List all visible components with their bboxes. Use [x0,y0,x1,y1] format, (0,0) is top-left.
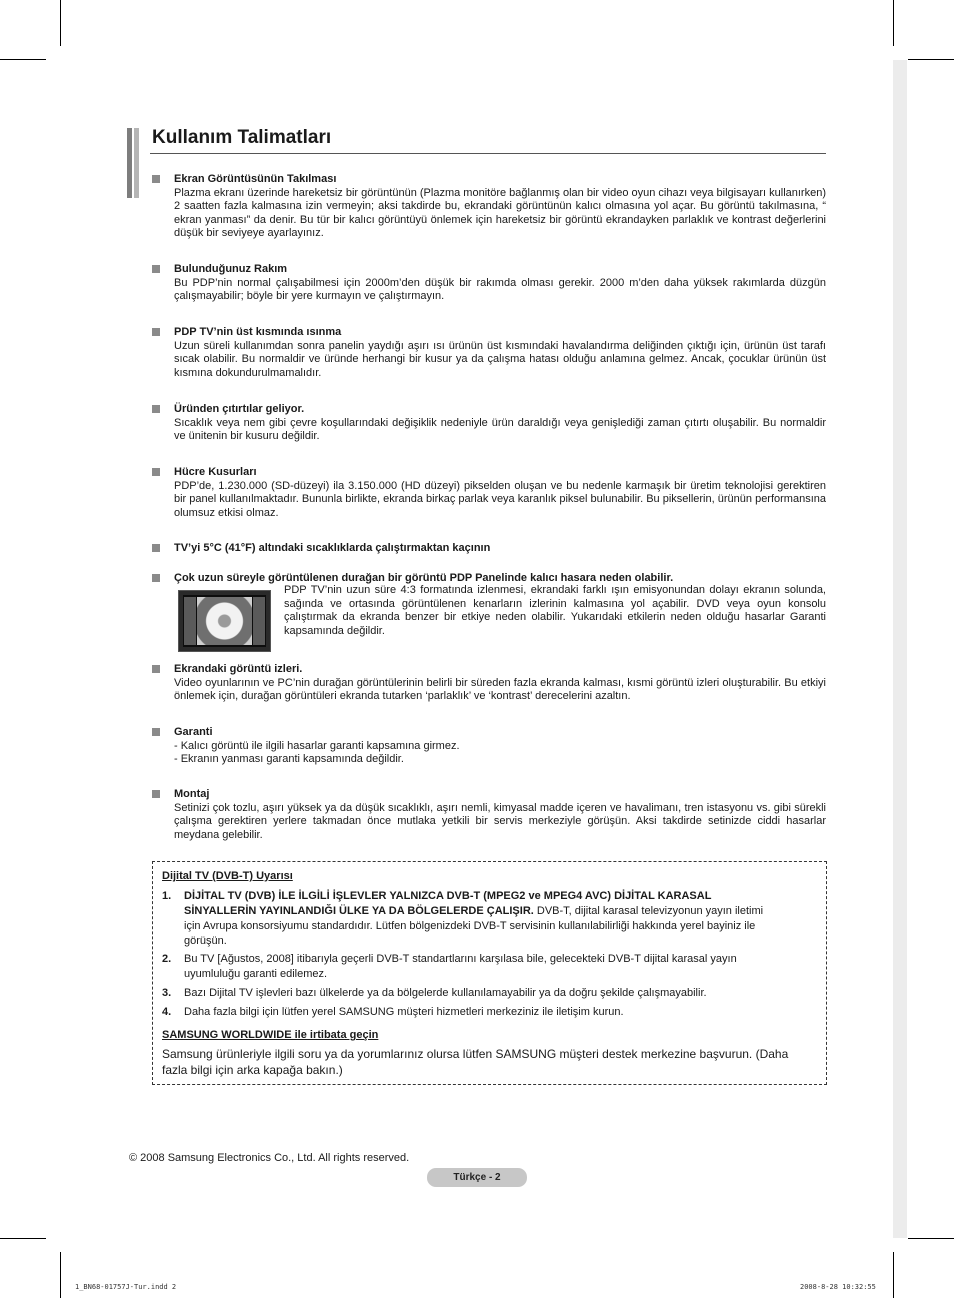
section-title: Üründen çıtırtılar geliyor. [174,403,305,415]
item-number: 4. [162,1006,172,1018]
crop-mark [893,1252,894,1298]
section-altitude [152,263,826,304]
square-bullet-icon [152,175,160,183]
section-image-retention [152,663,826,704]
print-datetime-label: 2008-8-28 10:32:55 [800,1283,876,1291]
crop-mark [908,59,954,60]
section-body: Uzun süreli kullanımdan sonra panelin yaydığı aşırı ısı ürünün üst kısmındaki havalandırma deliğinden çıktığı için, ürünün üst tarafı sıcak olabilir. Bu normaldir ve üründe herhangi bir kusur ya da çalışma hatası olduğu anlamına gelmez. Ancak, çocuklar ürünün üst kısmına dokundurulmamalıdır. [174,339,826,379]
margin-strip [893,60,907,1238]
title-divider [150,153,826,154]
square-bullet-icon [152,544,160,552]
item-text: Bazı Dijital TV işlevleri bazı ülkelerde ya da bölgelerde kullanılamayabilir ya da doğru şekilde çalışmayabilir. [184,987,707,999]
copyright-text: © 2008 Samsung Electronics Co., Ltd. All rights reserved. [129,1152,410,1164]
flower-picture [197,597,252,645]
dvbt-item [162,1005,772,1020]
square-bullet-icon [152,728,160,736]
square-bullet-icon [152,468,160,476]
crop-mark [0,1238,46,1239]
item-text: DVB-T, dijital karasal televizyonun yayın iletimi için Avrupa konsorsiyumu standardıdır. Lütfen bölgenizdeki DVB-T servisinin kullanılabilirliği hakkında yerel bayiniz ile görüşün. [184,905,764,947]
tv-screen-image [178,590,271,652]
warranty-line: - Kalıcı görüntü ile ilgili hasarlar garanti kapsamına girmez. [174,739,460,752]
section-body: Bu PDP’nin normal çalışabilmesi için 2000m’den düşük bir rakımda olması gerekir. 2000 m’den daha yüksek rakımlarda düzgün çalışmayabilir; böyle bir yere kurmayın ve çalıştırmayın. [174,276,826,302]
title-accent-bar [134,128,139,198]
section-title: TV’yi 5°C (41°F) altındaki sıcaklıklarda çalıştırmaktan kaçının [174,542,491,554]
item-text: Daha fazla bilgi için lütfen yerel SAMSUNG müşteri hizmetleri merkeziniz ile iletişim kurun. [184,1006,624,1018]
crop-mark [0,59,46,60]
square-bullet-icon [152,665,160,673]
dvbt-warning-box [152,861,827,1085]
dvbt-item [162,889,772,949]
section-title: PDP TV’nin üst kısmında ısınma [174,326,342,338]
section-top-heat [152,326,826,380]
section-cracking-noise [152,403,826,444]
section-low-temperature [152,542,826,556]
section-title: Bulunduğunuz Rakım [174,263,288,275]
section-title: Ekrandaki görüntü izleri. [174,663,303,675]
item-number: 1. [162,890,172,902]
square-bullet-icon [152,790,160,798]
section-title: Garanti [174,726,213,738]
print-file-label: 1_BN68-01757J-Tur.indd 2 [75,1283,177,1291]
section-body: Setinizi çok tozlu, aşırı yüksek ya da düşük sıcaklıklı, aşırı nemli, kimyasal madde içeren ve havalimanı, tren istasyonu vs. gibi sürekli çalışma gerektiren yerlere takmadan önce mutlaka yetkili bir servis merkeziyle görüşün. Aksi takdirde setinizde ciddi hasarlar meydana gelebilir. [174,801,826,841]
section-warranty [152,726,826,767]
section-title: Montaj [174,788,210,800]
section-body: PDP’de, 1.230.000 (SD-düzeyi) ila 3.150.000 (HD düzeyi) pikselden oluşan ve bu nedenle karmaşık bir üretim teknolojisi gerektiren bir panel kullanılmaktadır. Bununla birlikte, ekranda birkaç parlak veya karanlık piksel bulunabilir. Bu piksellerin, ürünün performansına olumsuz etkisi olmaz. [174,479,826,519]
section-title: Çok uzun süreyle görüntülenen durağan bir görüntü PDP Panelinde kalıcı hasara neden olabilir. [174,572,674,584]
section-body: Sıcaklık veya nem gibi çevre koşullarındaki değişiklik nedeniyle ürün daraldığı veya genişlediği zaman çıtırtı oluşabilir. Bu normaldir ve ünitenin bir kusuru değildir. [174,416,826,442]
section-body: Plazma ekranı üzerinde hareketsiz bir görüntünün (Plazma monitöre bağlanmış olan bir video oyun cihazı veya bilgisayarı kullanırken) 2 saatten fazla kalmasına izin vermeyin; aksi takdirde bu, ekrandaki görüntünün kalıcı olmasına yol açar. Bu görüntü takılmasına, “ ekran yanması” da denir. Bu tür bir kalıcı görüntüyü önlemek için hareketsiz bir görüntü ekrandayken parlaklık ve kontrast değerlerini düşük bir seviyeye ayarlayınız. [174,186,826,239]
title-accent-bar [127,128,132,198]
section-installation [152,788,826,842]
dvbt-item [162,952,772,982]
warranty-line: - Ekranın yanması garanti kapsamında değildir. [174,753,404,765]
item-number: 3. [162,987,172,999]
crop-mark [60,1252,61,1298]
square-bullet-icon [152,328,160,336]
crop-mark [60,0,61,46]
square-bullet-icon [152,405,160,413]
section-title: Ekran Görüntüsünün Takılması [174,173,337,185]
item-bold-text: DİJİTAL TV (DVB) İLE İLGİLİ İŞLEVLER YALNIZCA DVB-T (MPEG2 ve MPEG4 AVC) DİJİTAL KARASAL SİNYALLERİN YAYINLANDIĞI ÜLKE YA DA BÖLGELERDE ÇALIŞIR. [184,890,712,917]
section-body: PDP TV’nin uzun süre 4:3 formatında izlenmesi, ekrandaki farklı ışın emisyonundan dolayı ekranın solunda, sağında ve ortasında görüntülenen kenarların izlerinin kalmasına yol açabilir. DVD veya oyun konsolu çalıştırmak da ekranda benzer bir etkiye neden olabilir. Yukarıdaki etkilerin neden olduğu hasarlar Garanti kapsamında değildir. [284,584,826,637]
item-number: 2. [162,953,172,965]
section-title: Hücre Kusurları [174,466,257,478]
square-bullet-icon [152,265,160,273]
page-number-badge: Türkçe - 2 [427,1168,527,1187]
section-body: Video oyunlarının ve PC’nin durağan görüntülerinin belirli bir süreden fazla ekranda kalması, kısmi görüntü izleri oluşturabilir. Bu etkiyi önlemek için, durağan görüntüleri ekranda tutarken ‘parlaklık’ ve ‘kontrast’ derecelerini azaltın. [174,676,826,702]
item-text: Bu TV [Ağustos, 2008] itibarıyla geçerli DVB-T standartlarını karşılasa bile, gelecekteki DVB-T dijital karasal yayın uyumluluğu garanti edilemez. [184,953,737,980]
page-title: Kullanım Talimatları [152,127,332,148]
crop-mark [908,1238,954,1239]
section-screen-burn [152,173,826,241]
contact-text: Samsung ürünleriyle ilgili soru ya da yorumlarınız olursa lütfen SAMSUNG müşteri destek merkezine başvurun. (Daha fazla bilgi için arka kapağa bakın.) [162,1047,789,1077]
section-cell-defects [152,466,826,520]
crop-mark [893,0,894,46]
dvbt-heading: Dijital TV (DVB-T) Uyarısı [162,870,293,882]
dvbt-item [162,986,772,1001]
contact-heading: SAMSUNG WORLDWIDE ile irtibata geçin [162,1029,379,1041]
square-bullet-icon [152,574,160,582]
